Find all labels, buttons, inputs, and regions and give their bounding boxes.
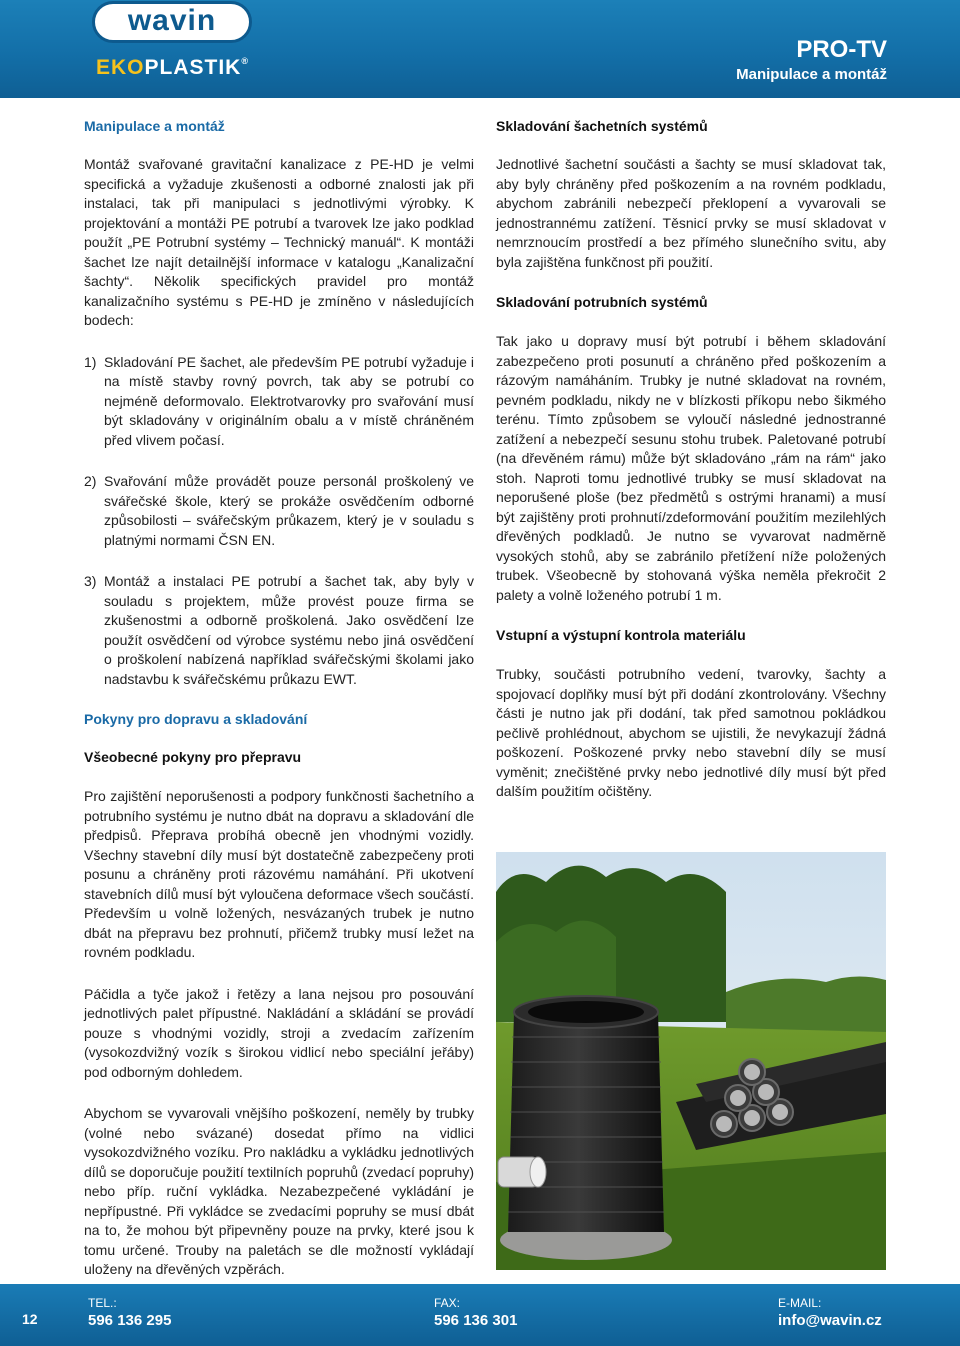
list-text: Montáž a instalaci PE potrubí a šachet tak, aby byly v souladu s projektem, může provést pouze firma se zkušenostmi a odborně proškolená. Jako osvědčení lze použít osvědčení od výrobce systému nebo jiná osvědčení o proškolení nabízená například svářečskými školami jako nadstavbu k svářečskému průkazu EWT. [104,573,474,687]
heading-montaz: Manipulace a montáž [84,118,225,134]
list-number: 1) [84,353,97,370]
transport-paragraph-3: Abychom se vyvarovali vnějšího poškození, neměly by trubky (volné nebo svázané) dosedat přímo na vidlici vysokozdvižného vozíku. Pro nakládku a vykládku jednotlivých dílů se doporučuje použití textilních popruhů (zvedací popruhy) nebo příp. ruční vykládka. Nezabezpečené vykládání je nepřípustné. Při vykládce se zvedacími popruhy se musí dbát na to, že mohou být připevněny pouze na prvky, které jsou k tomu určené. Trouby na paletách se dle možností vykládají uloženy na dřevěných vzpěrách. [84,1105,474,1277]
list-item [84,353,474,451]
page-footer [0,1284,960,1346]
fax-value: 596 136 301 [434,1312,518,1329]
list-number: 2) [84,473,97,489]
wavin-logo-text: wavin [127,3,217,37]
transport-paragraph-2: Páčidla a tyče jakož i řetězy a lana nejsou pro posouvání jednotlivých palet přípustné. Nakládání a skládání se provádí pouze s vhodnými vozidly, stroji a zvedacím zařízením (vysokozdvižný vozík s širokou vidlicí nebo speciální jeřáby) pod odborným dohledem. [84,985,474,1080]
left-column [84,118,474,1280]
right-column [496,118,886,802]
list-item [84,572,474,689]
ekoplastik-prefix: EKO [96,56,145,79]
footer-email [778,1296,882,1329]
transport-paragraph-1: Pro zajištění neporušenosti a podpory funkčnosti šachetního a potrubního systému je nutno dbát na dopravu a skladování dle předpisů. Přeprava probíhá obecně jen vhodnými vozidly. Všechny stavební díly musí být dostatečně zabezpečeny proti posunu a chráněny proti rázovému namáhání. Při ukotvení stavebních dílů musí být vyloučena deformace všech součástí. Především u volně ložených, nesvázaných trubek je nutno dbát na přepravu bez prohnutí, přičemž trubky musí ležet na rovném podkladu. [84,788,474,960]
pipe-storage-paragraph: Tak jako u dopravy musí být potrubí i během skladování zabezpečeno proti posunutí a chráněno před poškozením a rázovým namáháním. Trubky je nutné skladovat na rovném, pevném podkladu, nikdy ne v blízkosti příkopu nebo šikmého terénu. Tímto způsobem se vyloučí následné jednostranné zatížení a nebezpečí sesunu stohu trubek. Paletované potrubí (na dřevěném rámu) může být skladováno „rám na rám“ jako stoh. Naproti tomu jednotlivé trubky se musí skladovat na neporušené ploše (bez předmětů s ostrými hranami) a musí být zajištěny proti prohnutí/zdeformování použitím mezilehlých dřevěných podkladů. Je nutno se vyvarovat nadměrně vysokých stohů, aby se zabránilo přetížení níže položených trubek. Všeobecně by stohovaná výška neměla překročit 2 palety a volně loženého potrubí 1 m. [496,333,886,603]
ekoplastik-suffix: PLASTIK [144,56,242,79]
document-title: PRO-TV [796,36,887,63]
heading-pokyny: Pokyny pro dopravu a skladování [84,711,308,727]
heading-sachty: Skladování šachetních systémů [496,118,708,134]
heading-vseobecne: Všeobecné pokyny pro přepravu [84,749,302,765]
shaft-storage-paragraph: Jednotlivé šachetní součásti a šachty se musí skladovat tak, aby byly chráněny před poškozením a na rovném podkladu, abychom zabránili nebezpečí překlopení a vyvarovali se jednostrannému zatížení. Těsnicí prvky se musí skladovat v nemrznoucím prostředí a bez přímého slunečního svitu, aby byla zajištěna funkčnost při použití. [496,156,886,270]
storage-photo [496,852,886,1270]
list-text: Skladování PE šachet, ale především PE potrubí vyžaduje i na místě stavby rovný povrch, tak aby se potrubí co nejméně deformovalo. Elektrotvarovky pro svařování musí být skladovány v originálním obalu a v místě chráněném před vlivem počasí. [104,353,474,448]
manhole-shaft [498,996,672,1260]
phone-label: TEL.: [88,1296,117,1310]
heading-potrubi: Skladování potrubních systémů [496,294,708,310]
email-label: E-MAIL: [778,1296,822,1310]
phone-value: 596 136 295 [88,1312,172,1329]
page-number: 12 [22,1311,38,1327]
heading-kontrola: Vstupní a výstupní kontrola materiálu [496,627,746,643]
footer-fax [434,1296,517,1329]
fax-label: FAX: [434,1296,461,1310]
ekoplastik-logo [96,56,249,80]
page-header [0,0,960,98]
email-link[interactable]: info@wavin.cz [778,1312,882,1329]
document-subtitle: Manipulace a montáž [736,66,887,83]
list-item [84,472,474,550]
inspection-paragraph: Trubky, součásti potrubního vedení, tvarovky, šachty a spojovací doplňky musí být při dodání zkontrolovány. Všechny části je nutno jak při dodání, tak před samotnou pokládkou pečlivě prohlédnout, abychom se ujistili, že nevykazují žádná poškození. Poškozené prvky nebo stavební díly se musí vyměnit; znečištěné prvky nebo jednotlivé díly musí být před dalším použitím očištěny. [496,666,886,799]
list-number: 3) [84,573,97,589]
wavin-logo [92,1,252,43]
intro-paragraph: Montáž svařované gravitační kanalizace z PE-HD je velmi specifická a vyžaduje zkušenosti a odborné znalosti jak při instalaci, tak při manipulaci s jednotlivými výrobky. K projektování a montáži PE potrubí a tvarovek lze jako podklad použít „PE Potrubní systémy – Technický manuál“. K montáži šachet lze najít detailnější informace v katalogu „Kanalizační šachty“. Několik specifických pravidel pro montáž kanalizačního systému s PE-HD je zmíněno v následujících bodech: [84,156,474,328]
footer-phone [88,1296,171,1329]
storage-photo-illustration [496,852,886,1270]
registered-mark: ® [241,56,249,66]
list-text: Svařování může provádět pouze personál proškolený ve svářečské škole, který se prokáže osvědčením odborné způsobilosti – svářečským průkazem, který je v souladu s platnými normami ČSN EN. [104,473,474,548]
